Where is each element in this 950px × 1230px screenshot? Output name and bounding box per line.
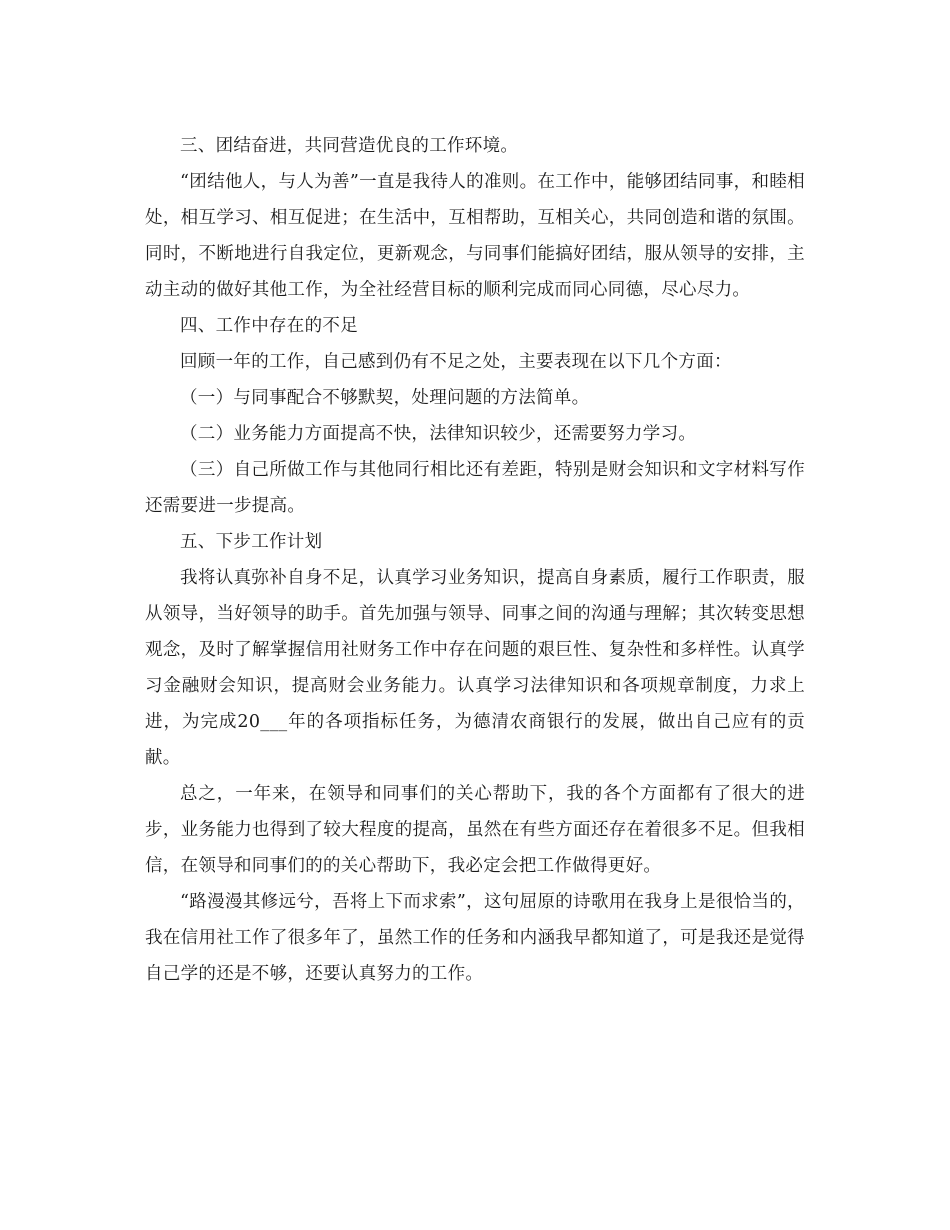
list-item-shortcoming-3: （三）自己所做工作与其他同行相比还有差距，特别是财会知识和文字材料写作还需要进一步提高。 xyxy=(145,460,805,516)
section-heading-4: 四、工作中存在的不足 xyxy=(180,316,358,336)
document-body xyxy=(145,128,805,992)
paragraph-summary: 总之，一年来，在领导和同事们的关心帮助下，我的各个方面都有了很大的进步，业务能力也得到了较大程度的提高，虽然在有些方面还存在着很多不足。但我相信，在领导和同事们的的关心帮助下，我必定会把工作做得更好。 xyxy=(145,784,805,876)
list-item-shortcoming-1: （一）与同事配合不够默契，处理问题的方法简单。 xyxy=(180,388,590,408)
section-heading-3: 三、团结奋进，共同营造优良的工作环境。 xyxy=(180,136,519,156)
paragraph-plan: 我将认真弥补自身不足，认真学习业务知识，提高自身素质，履行工作职责，服从领导，当好领导的助手。首先加强与领导、同事之间的沟通与理解；其次转变思想观念，及时了解掌握信用社财务工作中存在问题的艰巨性、复杂性和多样性。认真学习金融财会知识，提高财会业务能力。认真学习法律知识和各项规章制度，力求上进，为完成20___年的各项指标任务，为德清农商银行的发展，做出自己应有的贡献。 xyxy=(145,568,805,768)
section-heading-5: 五、下步工作计划 xyxy=(180,532,323,552)
paragraph-review: 回顾一年的工作，自己感到仍有不足之处，主要表现在以下几个方面： xyxy=(180,352,732,372)
paragraph-closing: “路漫漫其修远兮，吾将上下而求索”，这句屈原的诗歌用在我身上是很恰当的，我在信用社工作了很多年了，虽然工作的任务和内涵我早都知道了，可是我还是觉得自己学的还是不够，还要认真努力的工作。 xyxy=(145,892,805,984)
list-item-shortcoming-2: （二）业务能力方面提高不快，法律知识较少，还需要努力学习。 xyxy=(180,424,697,444)
paragraph-teamwork: “团结他人，与人为善”一直是我待人的准则。在工作中，能够团结同事，和睦相处，相互学习、相互促进；在生活中，互相帮助，互相关心，共同创造和谐的氛围。同时，不断地进行自我定位，更新观念，与同事们能搞好团结，服从领导的安排，主动主动的做好其他工作，为全社经营目标的顺利完成而同心同德，尽心尽力。 xyxy=(145,172,805,300)
